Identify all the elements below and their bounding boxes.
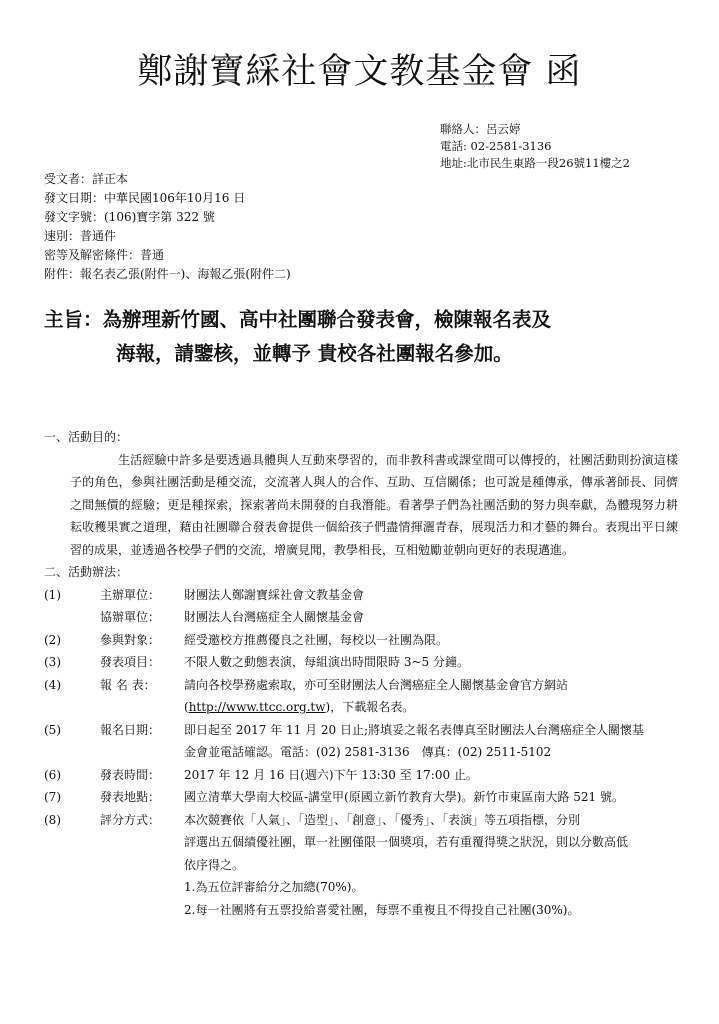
item-value: 不限人數之動態表演，每組演出時間限時 3~5 分鐘。 xyxy=(184,655,469,669)
item-label: 報名日期： xyxy=(100,722,161,737)
document-title: 鄭謝寶綵社會文教基金會 函 xyxy=(137,52,582,92)
section-1-text: 生活經驗中許多是要透過具體與人互動來學習的，而非教科書或課堂間可以傳授的，社團活動則扮演這樣子的角色，參與社團活動是種交流，交流著人與人的合作、互助、互信關係；也可說是種傳承，傳承著師長、同儕之間無價的經驗；更是種探索，探索著尚未開發的自我潛能。看著學子們為社團活動的努力與奉獻，為體現努力耕耘收穫果實之道理，藉由社團聯合發表會提供一個給孩子們盡情揮灑青春，展現活力和才藝的舞台。表現出平日練習的成果，並透過各校學子們的交流，增廣見聞，教學相長，互相勉勵並朝向更好的表現邁進。 xyxy=(70,452,678,557)
item-value: 即日起至 2017 年 11 月 20 日止;將填妥之報名表傳真至財團法人台灣癌症全人關懷基 xyxy=(184,722,645,737)
scoring-line-3: 依序得之。 xyxy=(184,857,245,872)
item-number: (1) xyxy=(44,587,61,602)
item-number: (3) xyxy=(44,655,61,669)
item-label: 協辦單位： xyxy=(100,610,161,624)
item-registration-date xyxy=(44,719,684,742)
contact-address: 地址:北市民生東路一段26號11樓之2 xyxy=(440,156,630,170)
item-number: (5) xyxy=(44,722,61,737)
item-number: (4) xyxy=(44,677,61,692)
item-value: 2017 年 12 月 16 日(週六)下午 13:30 至 17:00 止。 xyxy=(184,767,478,782)
subject-line-2: 海報，請鑒核，並轉予 貴校各社團報名參加。 xyxy=(116,342,513,365)
item-number xyxy=(44,606,100,629)
contact-phone: 電話: 02-2581-3136 xyxy=(440,139,552,153)
item-label: 主辦單位： xyxy=(100,587,161,602)
item-value: 財團法人鄭謝寶綵社會文教基金會 xyxy=(184,587,365,602)
contact-block xyxy=(440,121,630,172)
subject-line-1: 主旨：為辦理新竹國、高中社團聯合發表會，檢陳報名表及 xyxy=(44,308,552,331)
meta-classification: 密等及解密條件：普通 xyxy=(44,248,165,262)
section-1-heading: 一、活動目的： xyxy=(44,430,129,444)
item-label: 發表項目： xyxy=(100,655,161,669)
item-value: 財團法人台灣癌症全人關懷基金會 xyxy=(184,610,365,624)
document-body xyxy=(44,426,684,921)
item-event-location xyxy=(44,786,684,809)
item-scoring xyxy=(44,809,684,832)
section-2-heading: 二、活動辦法： xyxy=(44,565,129,579)
meta-recipient: 受文者：詳正本 xyxy=(44,172,129,186)
item-participants xyxy=(44,629,684,652)
item-value: 經受邀校方推薦優良之社團，每校以一社團為限。 xyxy=(184,632,449,647)
url-open-paren: ( xyxy=(184,700,189,714)
meta-date: 發文日期：中華民國106年10月16 日 xyxy=(44,191,246,205)
item-label: 發表地點： xyxy=(100,790,161,804)
scoring-rule-2: 2.每一社團將有五票投給喜愛社團，每票不重複且不得投自己社團(30%)。 xyxy=(184,902,580,917)
item-number: (6) xyxy=(44,767,61,782)
url-line xyxy=(44,696,684,719)
item-number: (2) xyxy=(44,632,61,647)
meta-speed: 速別：普通件 xyxy=(44,229,117,243)
item-event-time xyxy=(44,764,684,787)
item-registration-form xyxy=(44,674,684,697)
subject xyxy=(44,303,684,371)
item-label: 參與對象： xyxy=(100,632,161,647)
scoring-line-2: 評選出五個績優社團，單一社團僅限一個獎項，若有重覆得獎之狀況，則以分數高低 xyxy=(184,835,629,849)
item-value: 國立清華大學南大校區-講堂甲(原國立新竹教育大學)。新竹市東區南大路 521 號。 xyxy=(184,790,624,804)
item-number: (7) xyxy=(44,790,61,804)
url-close-text: )，下載報名表。 xyxy=(325,700,415,714)
item-label: 發表時間： xyxy=(100,767,161,782)
scoring-rule-1: 1.為五位評審給分之加總(70%)。 xyxy=(184,880,364,894)
document-meta xyxy=(44,170,291,284)
item-label: 評分方式： xyxy=(100,812,161,827)
item-value: 本次競賽依「人氣」、「造型」、「創意」、「優秀」、「表演」等五項指標，分別 xyxy=(184,812,581,827)
item-number: (8) xyxy=(44,812,61,827)
item-organizer xyxy=(44,584,684,607)
item-co-organizer xyxy=(44,606,684,629)
item-value: 請向各校學務處索取，亦可至財團法人台灣癌症全人關懷基金會官方網站 xyxy=(184,677,569,692)
contact-person: 聯絡人：呂云婷 xyxy=(440,122,521,136)
item-label: 報 名 表： xyxy=(100,677,156,692)
website-link[interactable]: http://www.ttcc.org.tw xyxy=(188,700,326,714)
item-performance xyxy=(44,651,684,674)
meta-doc-number: 發文字號：(106)寶字第 322 號 xyxy=(44,210,215,224)
phone-line: 金會並電話確認。電話：(02) 2581-3136 傳真：(02) 2511-5102 xyxy=(184,745,552,759)
meta-attachments: 附件：報名表乙張(附件一)、海報乙張(附件二) xyxy=(44,267,291,281)
